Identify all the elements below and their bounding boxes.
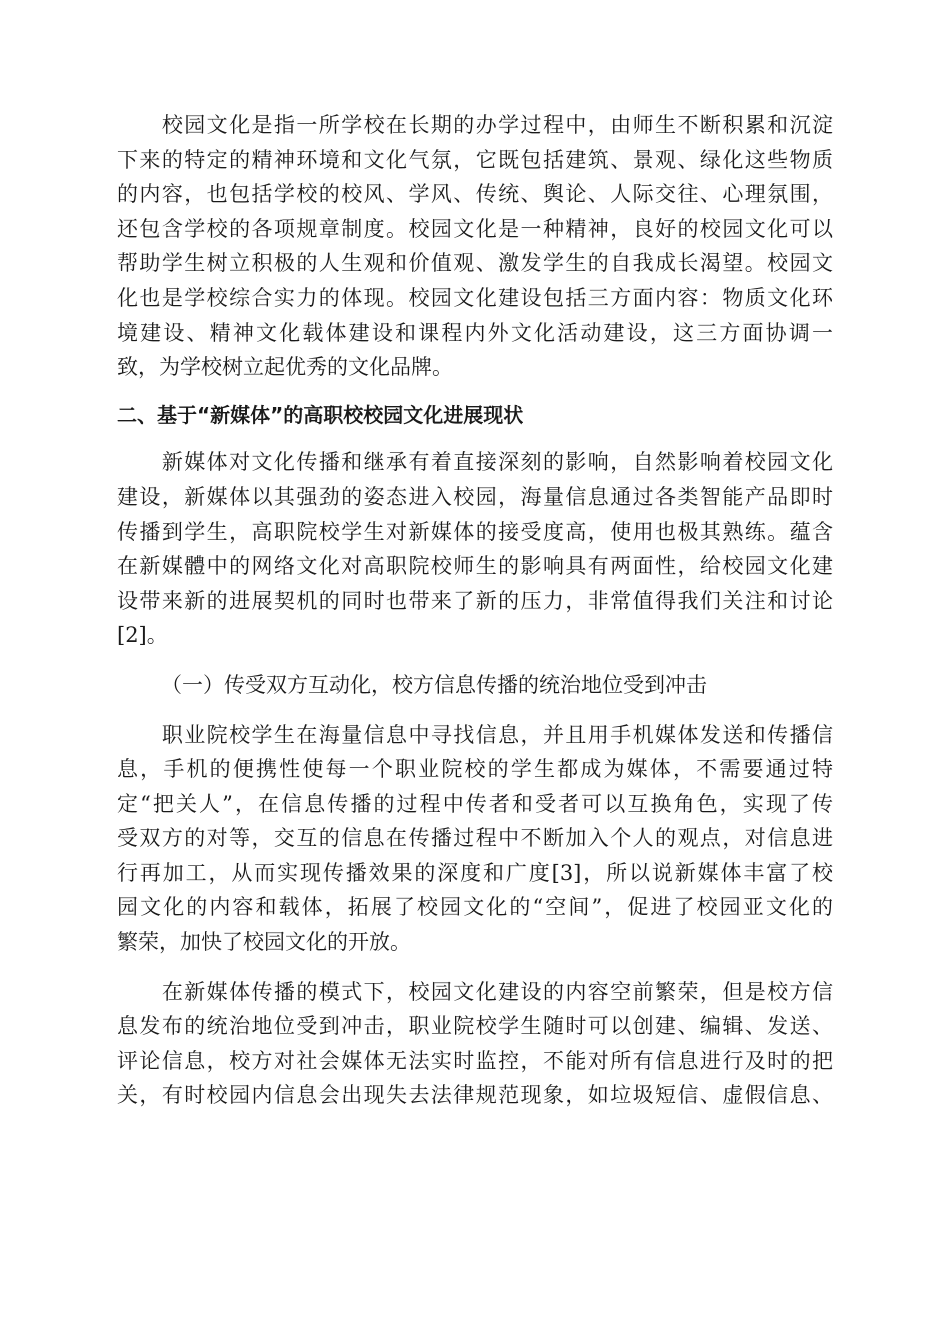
text-line: 繁荣，加快了校园文化的开放。 [117, 930, 411, 955]
text-line: [2]。 [117, 623, 168, 648]
text-line: 还包含学校的各项规章制度。校园文化是一种精神，良好的校园文化可以 [117, 216, 833, 241]
document-page [117, 108, 833, 1113]
text-line: 致，为学校树立起优秀的文化品牌。 [117, 355, 453, 380]
text-line: 在新媒体传播的模式下，校园文化建设的内容空前繁荣，但是校方信 [117, 979, 833, 1004]
paragraph-interaction [117, 718, 833, 960]
text-line: 境建设、精神文化载体建设和课程内外文化活动建设，这三方面协调一 [117, 320, 833, 345]
text-line: 新媒体对文化传播和继承有着直接深刻的影响，自然影响着校园文化 [117, 450, 833, 475]
paragraph-authority [117, 975, 833, 1113]
text-line: 行再加工，从而实现传播效果的深度和广度[3]，所以说新媒体丰富了校 [117, 860, 833, 885]
text-line: 帮助学生树立积极的人生观和价值观、激发学生的自我成长渴望。校园文 [117, 251, 833, 276]
text-line: 息，手机的便携性使每一个职业院校的学生都成为媒体，不需要通过特 [117, 757, 833, 782]
paragraph-new-media-impact [117, 445, 833, 653]
text-line: 息发布的统治地位受到冲击，职业院校学生随时可以创建、编辑、发送、 [117, 1014, 833, 1039]
text-line: 关，有时校园内信息会出现失去法律规范现象，如垃圾短信、虚假信息、 [117, 1083, 833, 1108]
text-line: 建设，新媒体以其强劲的姿态进入校园，海量信息通过各类智能产品即时 [117, 484, 833, 509]
text-line: 的内容，也包括学校的校风、学风、传统、舆论、人际交往、心理氛围， [117, 182, 833, 207]
text-line: 受双方的对等，交互的信息在传播过程中不断加入个人的观点，对信息进 [117, 826, 833, 851]
text-line: 传播到学生，高职院校学生对新媒体的接受度高，使用也极其熟练。蕴含 [117, 519, 833, 544]
text-line: 设带来新的进展契机的同时也带来了新的压力，非常值得我们关注和讨论 [117, 588, 833, 613]
text-line: 校园文化是指一所学校在长期的办学过程中，由师生不断积累和沉淀 [117, 113, 833, 137]
text-line: 化也是学校综合实力的体现。校园文化建设包括三方面内容：物质文化环 [117, 285, 833, 310]
subsection-heading: （一）传受双方互动化，校方信息传播的统治地位受到冲击 [161, 672, 707, 697]
text-line: 评论信息，校方对社会媒体无法实时监控，不能对所有信息进行及时的把 [117, 1048, 833, 1073]
text-line: 园文化的内容和载体，拓展了校园文化的“空间”，促进了校园亚文化的 [117, 895, 833, 920]
text-line: 在新媒體中的网络文化对高职院校师生的影响具有两面性，给校园文化建 [117, 554, 833, 579]
section-heading: 二、基于“新媒体”的高职校校园文化进展现状 [117, 402, 524, 427]
text-line: 下来的特定的精神环境和文化气氛，它既包括建筑、景观、绿化这些物质 [117, 147, 833, 172]
paragraph-campus-culture [117, 108, 833, 385]
text-line: 职业院校学生在海量信息中寻找信息，并且用手机媒体发送和传播信 [117, 722, 833, 747]
text-line: 定“把关人”，在信息传播的过程中传者和受者可以互换角色，实现了传 [117, 791, 833, 816]
